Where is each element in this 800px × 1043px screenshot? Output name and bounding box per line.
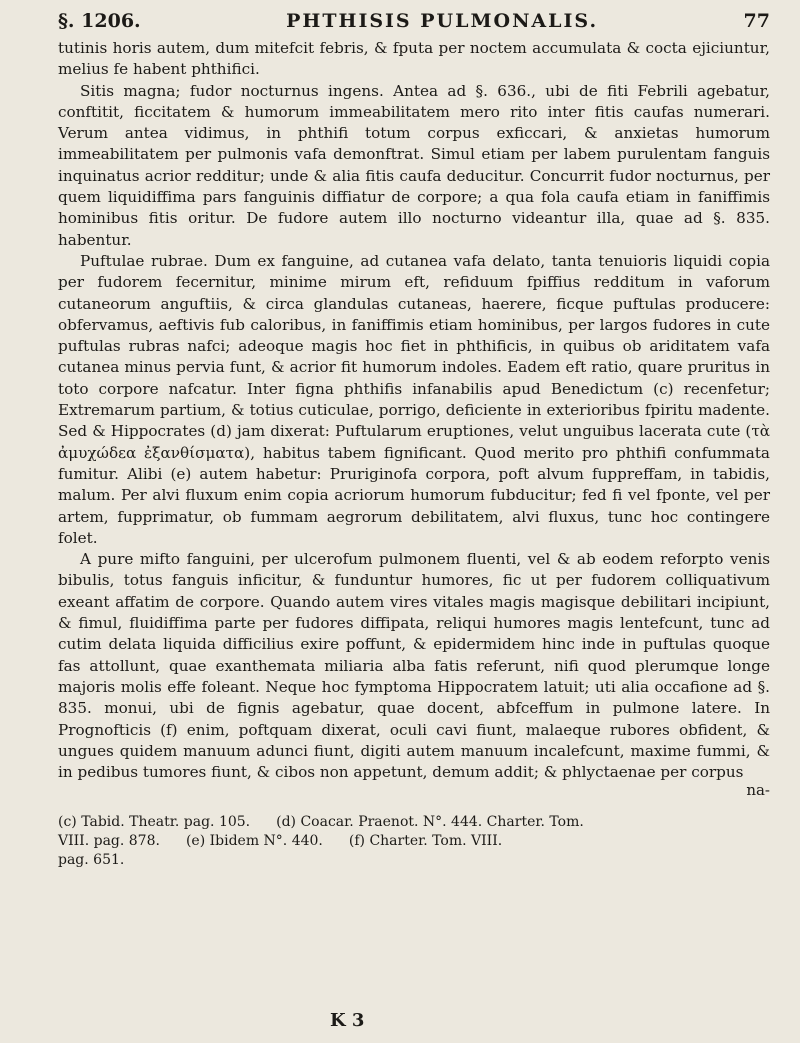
paragraph: A pure mifto fanguini, per ulcerofum pulmonem fluenti, vel & ab eodem reforpto venis bibulis, totus fanguis inficitur, & funduntur humores, fic ut per fudorem colliquativum exeant affatim de corpore. Quando autem vires vitales magis magisque debilitari incipiunt, & fimul, fluidiffima parte per fudores diffipata, reliqui humores magis lentefcunt, tunc ad cutim delata liquida difficilius exire poffunt, & epidermidem hinc inde in puftulas quoque fas attollunt, quae exanthemata miliaria alba fatis referunt, nifi quod plerumque longe majoris molis effe foleant. Neque hoc fymptoma Hippocratem latuit; uti alia occafione ad §. 835. monui, ubi de fignis agebatur, quae docent, abfceffum in pulmone latere. In Prognofticis (f) enim, poftquam dixerat, oculi cavi fiunt, malaeque rubores obfident, & ungues quidem manuum adunci fiunt, digiti autem manuum incalefcunt, maxime fummi, & in pedibus tumores fiunt, & cibos non appetunt, demum addit; & phlyctaenae per corpus xyxy=(58,550,770,782)
footnote-row xyxy=(58,813,770,832)
footnote: (e) Ibidem N°. 440. xyxy=(185,833,323,850)
running-title: PHTHISIS PULMONALIS. xyxy=(286,10,599,32)
footnote: (c) Tabid. Theatr. pag. 105. xyxy=(58,814,251,831)
body-text xyxy=(58,38,770,799)
footnote-row xyxy=(58,851,770,870)
paragraph: tutinis horis autem, dum mitefcit febris, & fputa per noctem accumulata & cocta ejiciuntur, melius fe habent phthifici. xyxy=(58,39,770,79)
footnote: VIII. pag. 878. xyxy=(58,833,160,850)
footnotes xyxy=(58,813,770,870)
catchword: na- xyxy=(746,781,770,800)
paragraph: Puftulae rubrae. Dum ex fanguine, ad cutanea vafa delato, tanta tenuioris liquidi copia per fudorem fecernitur, minime mirum eft, refiduum fpiffius redditum in vaforum cutaneorum anguftiis, & circa glandulas cutaneas, haerere, ficque puftulas producere: obfervamus, aeftivis fub caloribus, in faniffimis etiam hominibus, per largos fudores in cute puftulas rubras nafci; adeoque magis hoc fiet in phthificis, in quibus ob ariditatem vafa cutanea minus pervia funt, & acrior fit humorum indoles. Eadem eft ratio, quare pruritus in toto corpore nafcatur. Inter figna phthifis infanabilis apud Benedictum (c) recenfetur; Extremarum partium, & totius cuticulae, porrigo, deficiente in exterioribus fpiritu madente. Sed & Hippocrates (d) jam dixerat: Puftularum eruptiones, velut unguibus lacerata cute (τὰ ἀμυχώδεα ἐξανθίσματα), habitus tabem fignificant. Quod merito pro phthifi confummata fumitur. Alibi (e) autem habetur: Pruriginofa corpora, poft alvum fuppreffam, in tabidis, malum. Per alvi fluxum enim copia acriorum humorum fubducitur; fed fi vel fponte, vel per artem, fupprimatur, ob fummam aegrorum debilitatem, alvi fluxus, tunc hoc contingere folet. xyxy=(58,251,770,547)
page-header xyxy=(58,10,770,38)
footnote: (d) Coacar. Praenot. N°. 444. Charter. Tom. xyxy=(276,814,584,831)
paragraph: Sitis magna; fudor nocturnus ingens. Antea ad §. 636., ubi de fiti Febrili agebatur, conftitit, ficcitatem & humorum immeabilitatem mero rito inter fitis caufas numerari. Verum antea vidimus, in phthifi totum corpus exficcari, & anxietas humorum immeabilitatem per pulmonis vafa demonftrat. Simul etiam per labem purulentam fanguis inquinatus acrior redditur; unde & alia fitis caufa deducitur. Concurrit fudor nocturnus, per quem liquidiffima pars fanguinis diffiatur de corpore; a qua fola caufa etiam in faniffimis hominibus fitis oritur. De fudore autem illo nocturno videantur illa, quae ad §. 835. habentur. xyxy=(58,81,770,249)
signature-mark: K 3 xyxy=(330,1010,365,1031)
footnote: (f) Charter. Tom. VIII. xyxy=(348,833,503,850)
page-number: 77 xyxy=(743,10,770,32)
footnote-row xyxy=(58,832,770,851)
section-number: §. 1206. xyxy=(58,10,141,32)
footnote: pag. 651. xyxy=(58,852,125,869)
